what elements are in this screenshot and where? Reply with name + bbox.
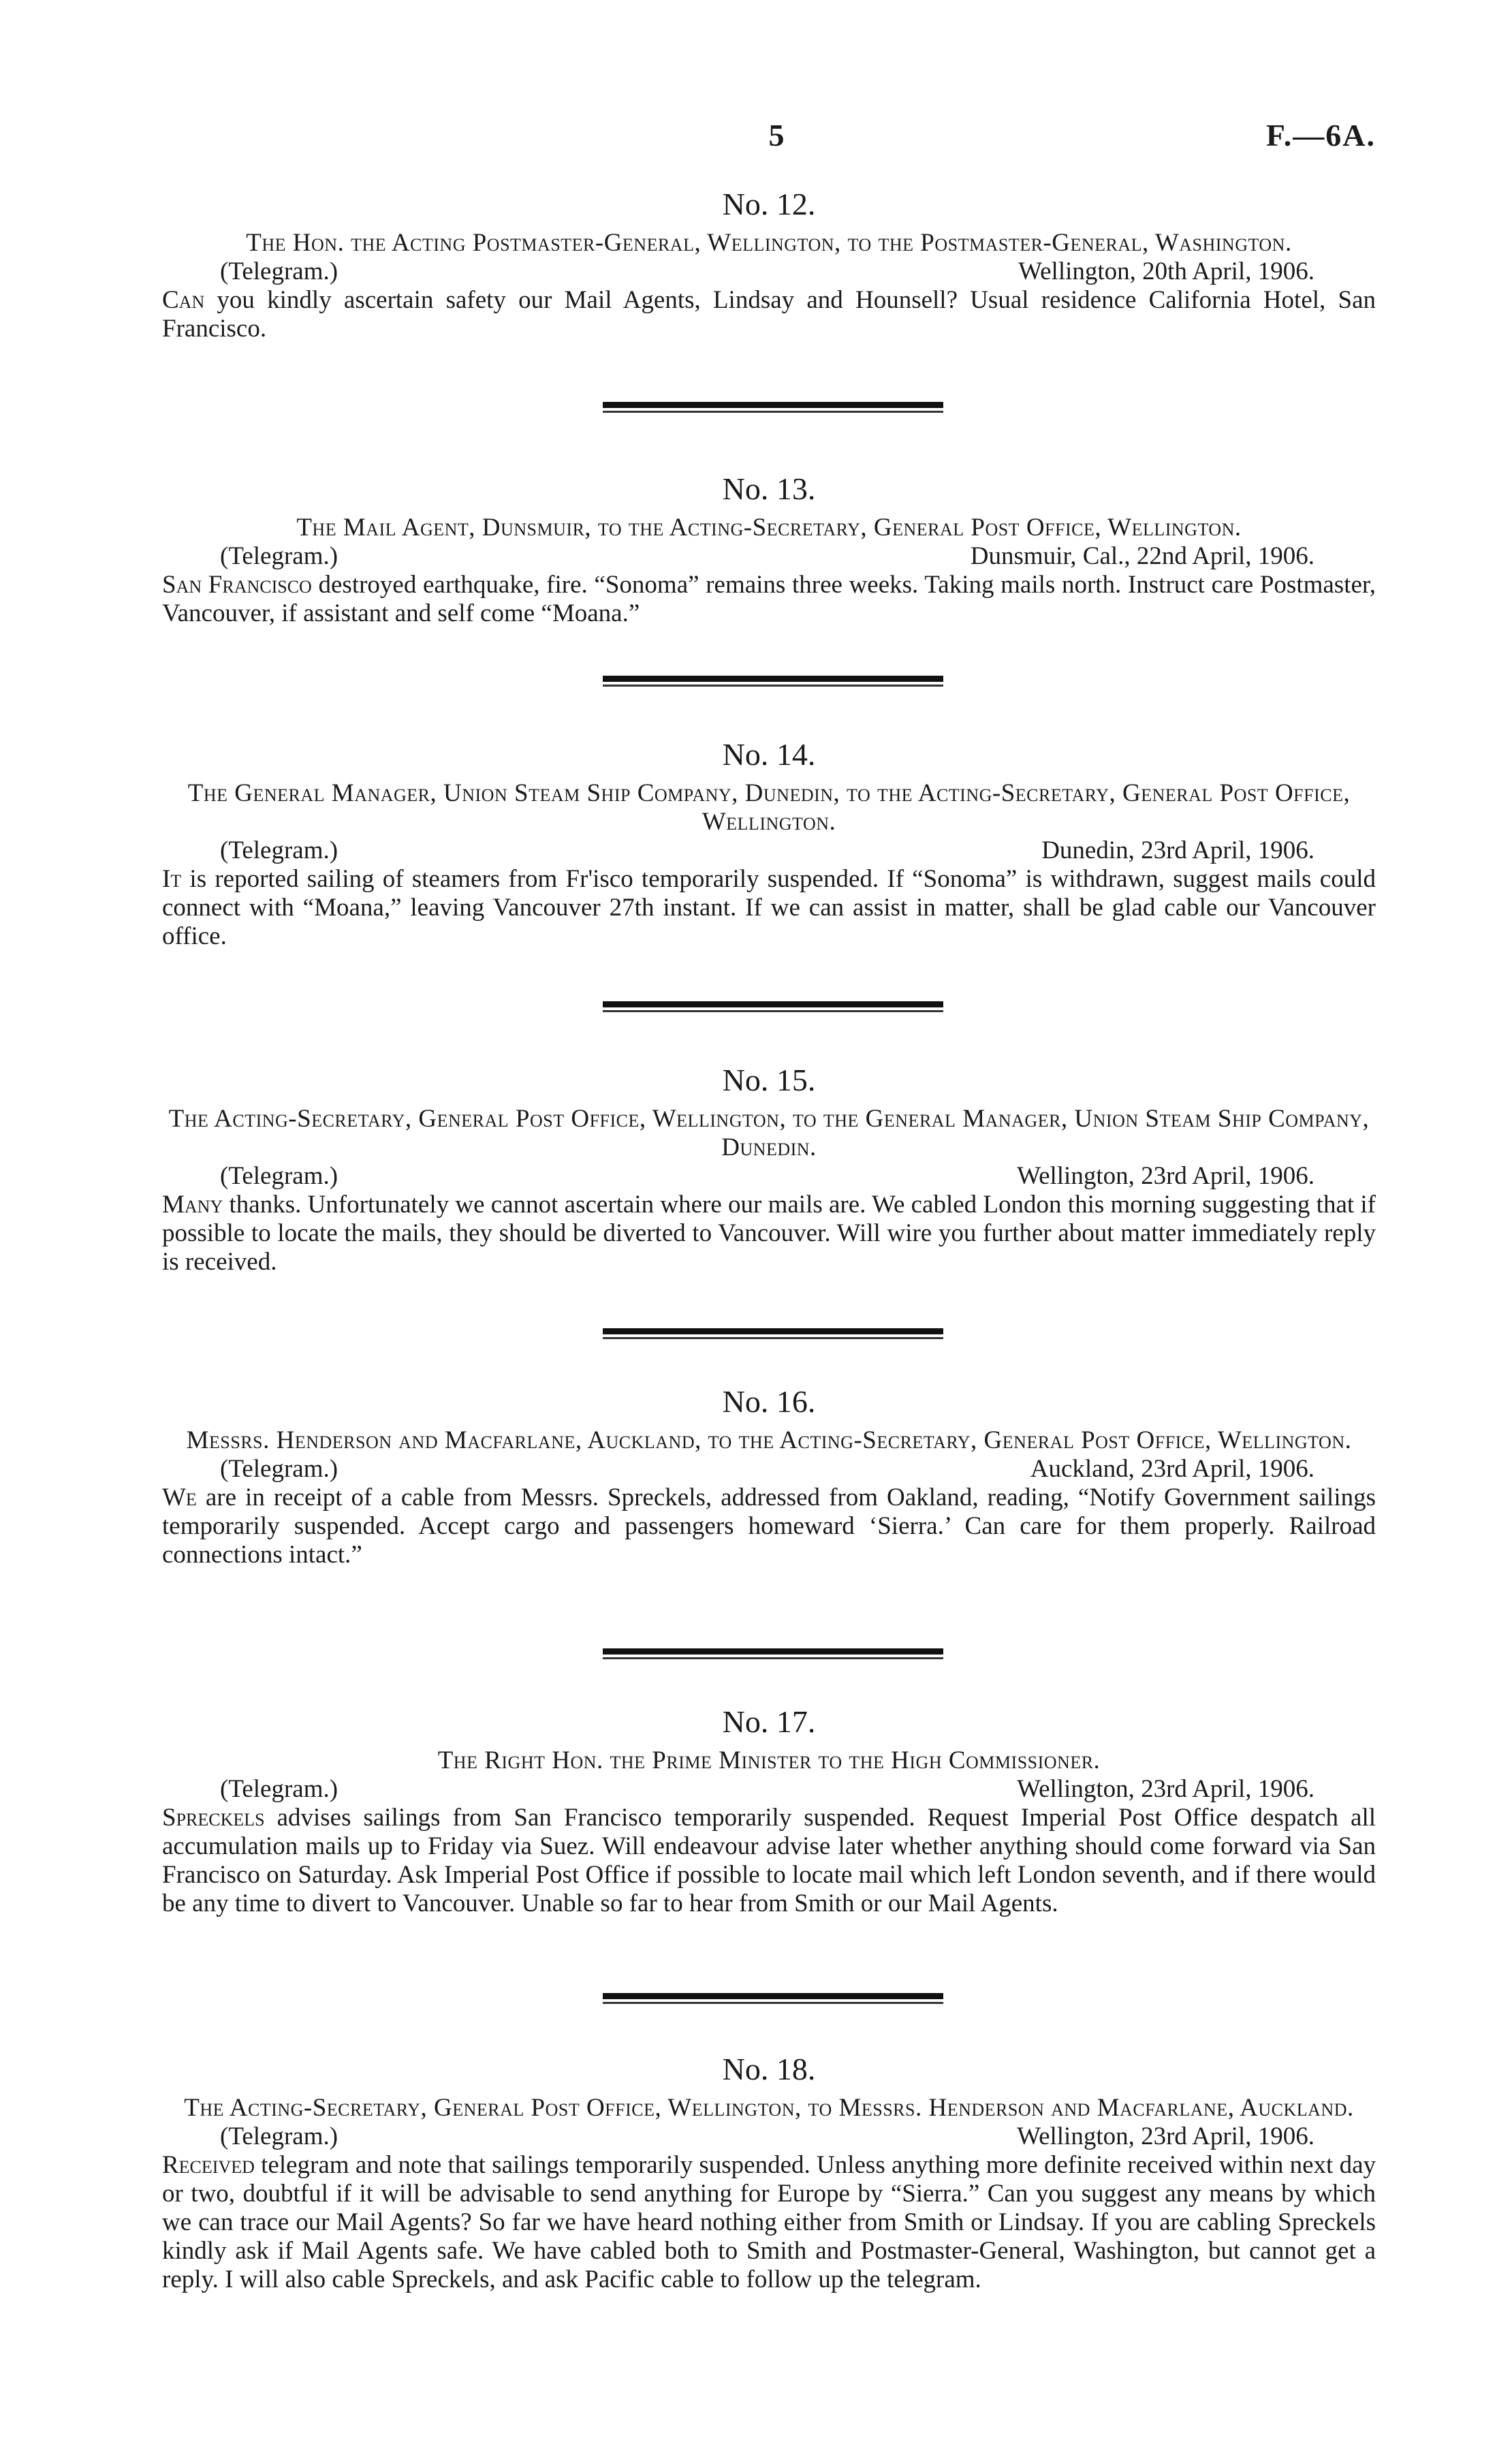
- entry-no-17: [162, 1703, 1376, 1918]
- entry-no-14: [162, 736, 1376, 951]
- body-text: thanks. Unfortunately we cannot ascertain where our mails are. We cabled London this morning suggesting that if possible to locate the mails, they should be diverted to Vancouver. Will wire you further about matter immediately reply is received.: [162, 1191, 1376, 1276]
- entry-header: The Acting-Secretary, General Post Office, Wellington, to Messrs. Henderson and Macfarlane, Auckland.: [184, 2094, 1354, 2122]
- entry-number: No. 15.: [722, 1063, 816, 1097]
- document-reference: F.—6A.: [1265, 118, 1376, 153]
- body-text: telegram and note that sailings temporarily suspended. Unless anything more definite received within next day or two, doubtful if it will be advisable to send anything for Europe by “Sierra.” Can you suggest any means by which we can trace our Mail Agents? So far we have heard nothing either from Smith or Lindsay. If you are cabling Spreckels kindly ask if Mail Agents safe. We have cabled both to Smith and Postmaster-General, Washington, but cannot get a reply. I will also cable Spreckels, and ask Pacific cable to follow up the telegram.: [162, 2151, 1376, 2293]
- entry-header: Messrs. Henderson and Macfarlane, Auckland, to the Acting-Secretary, General Post Office, Wellington.: [186, 1426, 1352, 1454]
- section-divider: [603, 1001, 943, 1007]
- entry-no-18: [162, 2050, 1376, 2294]
- entry-meta: [162, 1455, 1376, 1484]
- entry-body: [162, 1484, 1376, 1569]
- body-text: destroyed earthquake, fire. “Sonoma” remains three weeks. Taking mails north. Instruct care Postmaster, Vancouver, if assistant and self come “Moana.”: [162, 571, 1376, 627]
- entry-no-16: [162, 1383, 1376, 1569]
- section-divider: [603, 1648, 943, 1655]
- lead-word: San Francisco: [162, 571, 312, 599]
- body-text: is reported sailing of steamers from Fr'isco temporarily suspended. If “Sonoma” is withdrawn, suggest mails could connect with “Moana,” leaving Vancouver 27th instant. If we can assist in matter, shall be glad cable our Vancouver office.: [162, 865, 1376, 950]
- entry-body: [162, 1804, 1376, 1918]
- body-text: you kindly ascertain safety our Mail Agents, Lindsay and Hounsell? Usual residence California Hotel, San Francisco.: [162, 286, 1376, 343]
- entry-number: No. 16.: [722, 1384, 816, 1419]
- entry-number: No. 14.: [722, 737, 816, 772]
- entry-meta: [162, 1162, 1376, 1191]
- entry-header: The Acting-Secretary, General Post Office, Wellington, to the General Manager, Union Steam Ship Company, Dunedin.: [168, 1105, 1370, 1161]
- section-divider: [603, 402, 943, 408]
- entry-no-15: [162, 1061, 1376, 1276]
- entry-number: No. 17.: [722, 1704, 816, 1739]
- section-divider: [603, 1328, 943, 1334]
- entry-meta: [162, 2122, 1376, 2151]
- place-date: Dunedin, 23rd April, 1906.: [1041, 836, 1314, 864]
- lead-word: We: [162, 1484, 197, 1511]
- place-date: Auckland, 23rd April, 1906.: [1030, 1455, 1314, 1483]
- entry-no-12: [162, 185, 1376, 343]
- entry-number: No. 13.: [722, 471, 816, 506]
- entry-number: No. 12.: [722, 187, 816, 221]
- entry-body: [162, 1191, 1376, 1276]
- lead-word: Spreckels: [162, 1804, 265, 1832]
- entry-meta: [162, 1775, 1376, 1804]
- telegram-label: (Telegram.): [220, 257, 338, 285]
- lead-word: Received: [162, 2151, 255, 2179]
- place-date: Wellington, 23rd April, 1906.: [1017, 2122, 1314, 2150]
- entry-meta: [162, 257, 1376, 286]
- body-text: advises sailings from San Francisco temporarily suspended. Request Imperial Post Office despatch all accumulation mails up to Friday via Suez. Will endeavour advise later whether anything should come forward via San Francisco on Saturday. Ask Imperial Post Office if possible to locate mail which left London seventh, and if there would be any time to divert to Vancouver. Unable so far to hear from Smith or our Mail Agents.: [162, 1804, 1376, 1917]
- entry-header: The Mail Agent, Dunsmuir, to the Acting-Secretary, General Post Office, Wellington.: [296, 514, 1242, 542]
- entry-header: The Hon. the Acting Postmaster-General, Wellington, to the Postmaster-General, Washington.: [246, 229, 1292, 257]
- entry-meta: [162, 542, 1376, 571]
- telegram-label: (Telegram.): [220, 1162, 338, 1190]
- lead-word: Many: [162, 1191, 223, 1219]
- entry-header: The General Manager, Union Steam Ship Company, Dunedin, to the Acting-Secretary, General Post Office, Wellington.: [187, 779, 1351, 836]
- entry-body: [162, 2151, 1376, 2294]
- entry-body: [162, 286, 1376, 343]
- entry-body: [162, 865, 1376, 951]
- telegram-label: (Telegram.): [220, 2122, 338, 2150]
- telegram-label: (Telegram.): [220, 1775, 338, 1803]
- page-number: 5: [768, 118, 785, 153]
- place-date: Wellington, 23rd April, 1906.: [1017, 1162, 1314, 1190]
- telegram-label: (Telegram.): [220, 542, 338, 570]
- telegram-label: (Telegram.): [220, 1455, 338, 1483]
- entry-no-13: [162, 470, 1376, 628]
- place-date: Dunsmuir, Cal., 22nd April, 1906.: [970, 542, 1314, 570]
- telegram-label: (Telegram.): [220, 836, 338, 864]
- entry-header: The Right Hon. the Prime Minister to the High Commissioner.: [437, 1746, 1101, 1774]
- section-divider: [603, 676, 943, 682]
- section-divider: [603, 1993, 943, 1999]
- lead-word: It: [162, 865, 182, 893]
- entry-body: [162, 571, 1376, 628]
- entry-meta: [162, 836, 1376, 865]
- lead-word: Can: [162, 286, 205, 314]
- body-text: are in receipt of a cable from Messrs. Spreckels, addressed from Oakland, reading, “Notify Government sailings temporarily suspended. Accept cargo and passengers homeward ‘Sierra.’ Can care for them properly. Railroad connections intact.”: [162, 1484, 1376, 1569]
- place-date: Wellington, 20th April, 1906.: [1018, 257, 1314, 285]
- place-date: Wellington, 23rd April, 1906.: [1017, 1775, 1314, 1803]
- entry-number: No. 18.: [722, 2052, 816, 2086]
